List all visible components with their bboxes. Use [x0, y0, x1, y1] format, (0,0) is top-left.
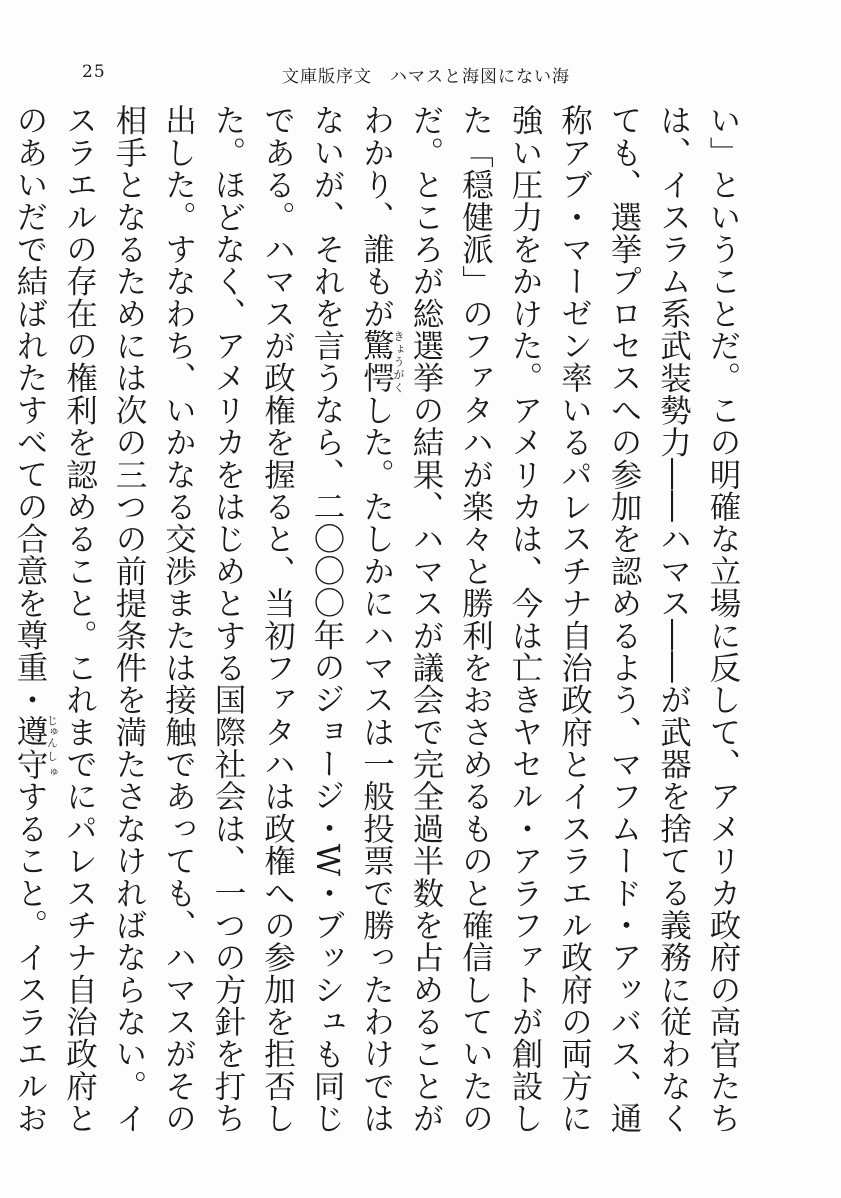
furigana-kyougaku: 驚愕きょうがく	[358, 329, 405, 394]
furigana-shu: 守しゅ	[12, 747, 59, 781]
paragraph-1	[0, 104, 747, 1134]
page-number: 25	[82, 62, 106, 82]
furigana-jun: 遵じゅん	[12, 714, 59, 748]
paragraph-1-part-c: すること。イスラエルお	[12, 780, 48, 1134]
paragraph-1-part-b: した。たしかにハマスは一般投票で勝ったわけではないが、それを言うなら、二〇〇〇年のジョージ・W・ブッシュも同じである。ハマスが政権を握ると、当初ファタハは政権への参加を拒否した。ほどなく、アメリカをはじめとする国際社会は、一つの方針を打ち出した。すなわち、いかなる交渉または接触であっても、ハマスがその相手となるためには次の三つの前提条件を満たさなければならない。イスラエルの存在の権利を認めること。これまでにパレスチナ自治政府とのあいだで結ばれたすべての合意を尊重・	[12, 104, 395, 1134]
vertical-body-text	[12, 104, 747, 1134]
running-title: 文庫版序文 ハマスと海図にない海	[282, 67, 570, 87]
paragraph-1-part-a: い」ということだ。この明確な立場に反して、アメリカ政府の高官たちは、イスラム系武装勢力――ハマス――が武器を捨てる義務に従わなくても、選挙プロセスへの参加を認めるよう、マフムード・アッバス、通称アブ・マーゼン率いるパレスチナ自治政府とイスラエル政府の両方に強い圧力をかけた。アメリカは、今は亡きヤセル・アラファトが創設した「穏健派」のファタハが楽々と勝利をおさめるものと確信していたのだ。ところが総選挙の結果、ハマスが議会で完全過半数を占めることがわかり、誰もが	[358, 104, 741, 1134]
